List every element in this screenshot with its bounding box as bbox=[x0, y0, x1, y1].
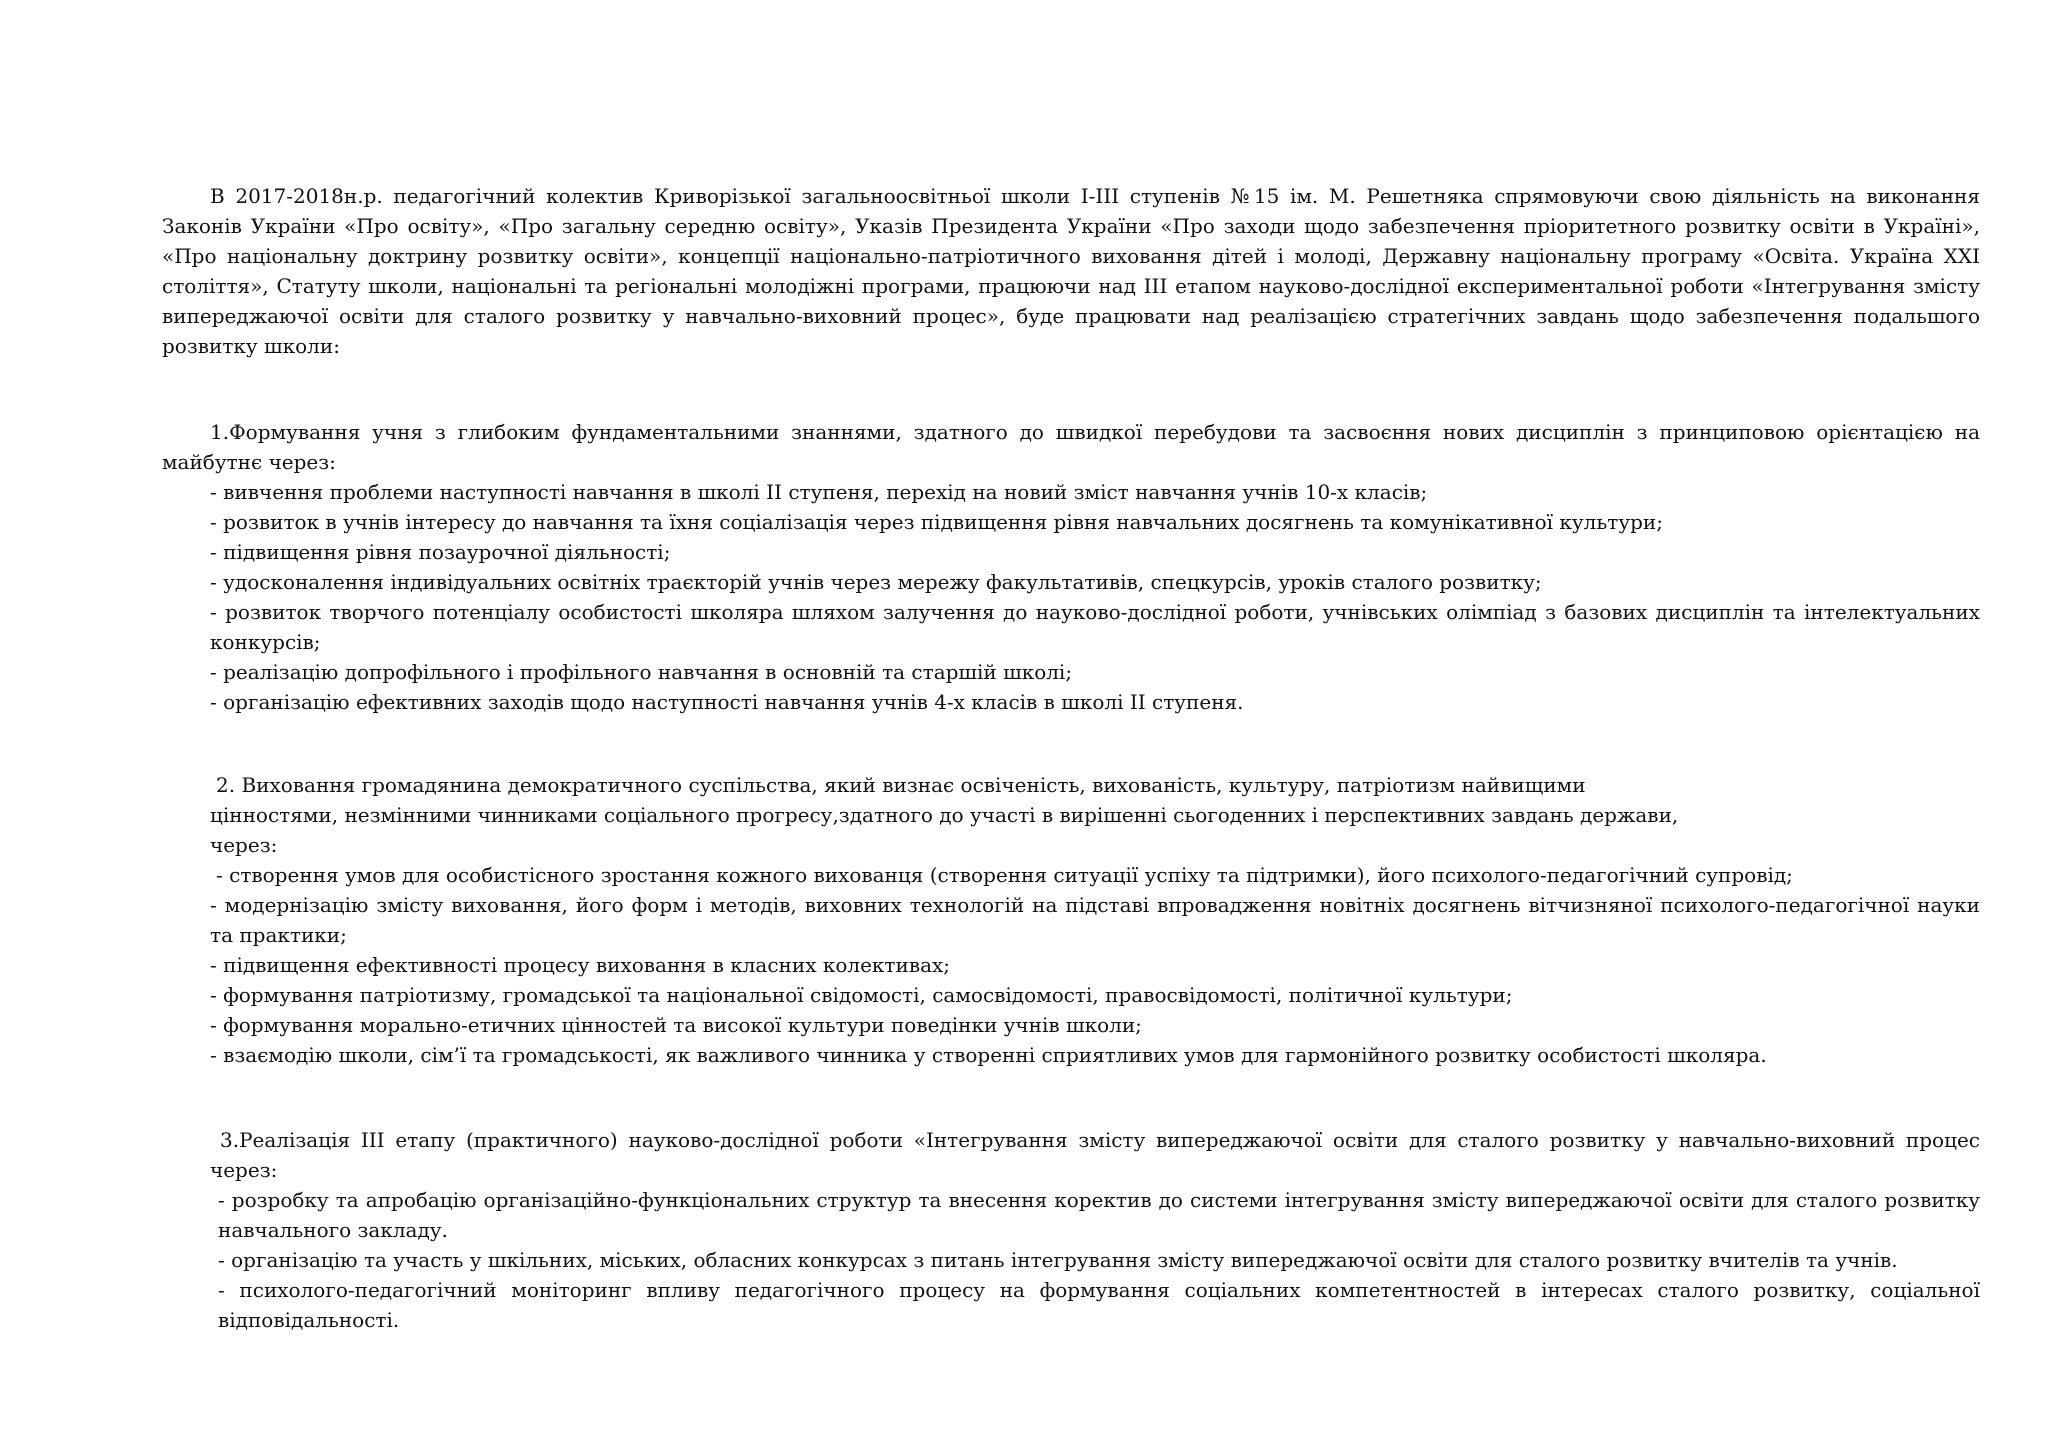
list-item: - модернізацію змісту виховання, його форм і методів, виховних технологій на підставі впровадження новітніх досягнень вітчизняної психолого-педагогічної науки та практики; bbox=[210, 893, 1980, 947]
list-item: - організацію ефективних заходів щодо наступності навчання учнів 4-х класів в школі ІІ ступеня. bbox=[210, 690, 1244, 714]
list-item: - організацію та участь у шкільних, міських, обласних конкурсах з питань інтегрування змісту випереджаючої освіти для сталого розвитку вчителів та учнів. bbox=[218, 1248, 1898, 1272]
section-3-list bbox=[210, 1185, 1980, 1335]
section-2-list bbox=[210, 860, 1980, 1070]
section-1-heading: 1.Формування учня з глибоким фундаментальними знаннями, здатного до швидкої перебудови та засвоєння нових дисциплін з принциповою орієнтацією на майбутнє через: bbox=[162, 420, 1980, 474]
section-2 bbox=[210, 770, 1980, 1070]
list-item: - підвищення рівня позаурочної діяльності; bbox=[210, 540, 671, 564]
list-item: - психолого-педагогічний моніторинг впливу педагогічного процесу на формування соціальних компетентностей в інтересах сталого розвитку, соціальної відповідальності. bbox=[218, 1278, 1980, 1332]
list-item: - удосконалення індивідуальних освітніх траєкторій учнів через мережу факультативів, спецкурсів, уроків сталого розвитку; bbox=[210, 570, 1542, 594]
section-1-list bbox=[162, 477, 1980, 717]
list-item: - створення умов для особистісного зростання кожного вихованця (створення ситуації успіху та підтримки), його психолого-педагогічний супровід; bbox=[216, 863, 1793, 887]
section-3 bbox=[210, 1125, 1980, 1335]
section-3-heading: 3.Реалізація ІІІ етапу (практичного) науково-дослідної роботи «Інтегрування змісту випереджаючої освіти для сталого розвитку у навчально-виховний процес через: bbox=[210, 1128, 1980, 1182]
intro-paragraph-block bbox=[162, 181, 1980, 361]
list-item: - розвиток творчого потенціалу особистості школяра шляхом залучення до науково-дослідної роботи, учнівських олімпіад з базових дисциплін та інтелектуальних конкурсів; bbox=[210, 600, 1980, 654]
list-item: - вивчення проблеми наступності навчання в школі ІІ ступеня, перехід на новий зміст навчання учнів 10-х класів; bbox=[210, 480, 1428, 504]
section-2-heading: 2. Виховання громадянина демократичного суспільства, який визнає освіченість, вихованість, культуру, патріотизм найвищими цінностями, незмінними чинниками соціального прогресу,здатного до участі в вирішенні сьогоденних і перспективних завдань держави, через: bbox=[210, 773, 1679, 857]
list-item: - підвищення ефективності процесу виховання в класних колективах; bbox=[210, 953, 951, 977]
list-item: - реалізацію допрофільного і профільного навчання в основній та старшій школі; bbox=[210, 660, 1073, 684]
list-item: - розвиток в учнів інтересу до навчання та їхня соціалізація через підвищення рівня навчальних досягнень та комунікативної культури; bbox=[210, 510, 1663, 534]
list-item: - взаємодію школи, сім’ї та громадськості, як важливого чинника у створенні сприятливих умов для гармонійного розвитку особистості школяра. bbox=[210, 1043, 1767, 1067]
list-item: - розробку та апробацію організаційно-функціональних структур та внесення коректив до системи інтегрування змісту випереджаючої освіти для сталого розвитку навчального закладу. bbox=[218, 1188, 1980, 1242]
section-1 bbox=[162, 417, 1980, 717]
list-item: - формування морально-етичних цінностей та високої культури поведінки учнів школи; bbox=[210, 1013, 1142, 1037]
intro-paragraph: В 2017-2018н.р. педагогічний колектив Криворізької загальноосвітньої школи І-ІІІ ступенів №15 ім. М. Решетняка спрямовуючи свою діяльність на виконання Законів України «Про освіту», «Про загальну середню освіту», Указів Президента України «Про заходи щодо забезпечення пріоритетного розвитку освіти в Україні», «Про національну доктрину розвитку освіти», концепції національно-патріотичного виховання дітей і молоді, Державну національну програму «Освіта. Україна XXI століття», Статуту школи, національні та регіональні молодіжні програми, працюючи над ІІІ етапом науково-дослідної експериментальної роботи «Інтегрування змісту випереджаючої освіти для сталого розвитку у навчально-виховний процес», буде працювати над реалізацією стратегічних завдань щодо забезпечення подальшого розвитку школи: bbox=[162, 184, 1980, 358]
list-item: - формування патріотизму, громадської та національної свідомості, самосвідомості, правосвідомості, політичної культури; bbox=[210, 983, 1513, 1007]
